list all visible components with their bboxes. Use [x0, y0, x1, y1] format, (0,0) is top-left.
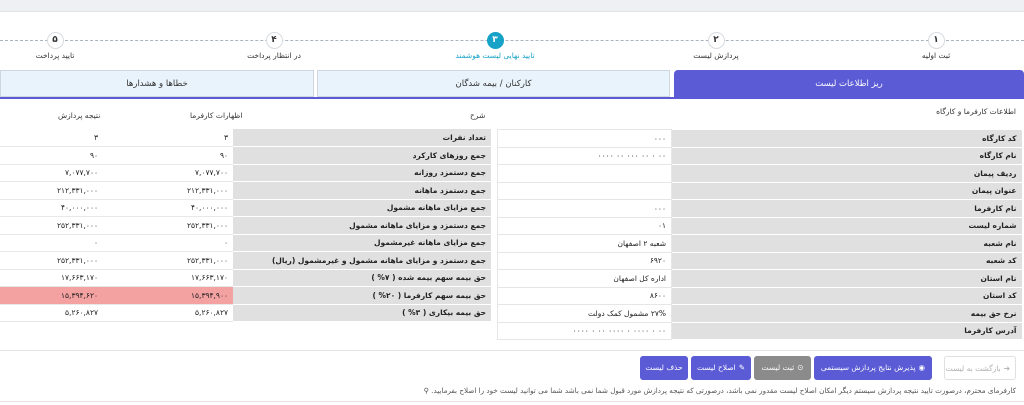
step-1 — [856, 32, 1016, 72]
info-row — [498, 287, 1022, 305]
declared-cell: ۲۵۲,۳۳۱,۰۰۰ — [103, 252, 233, 270]
progress-steps — [0, 22, 1024, 62]
edit-icon: ✎ — [738, 363, 746, 372]
info-row — [498, 270, 1022, 288]
info-value — [498, 182, 672, 200]
summary-row — [0, 129, 491, 147]
step-number: ۳ — [487, 32, 504, 49]
info-row — [498, 322, 1022, 340]
summary-row — [0, 199, 491, 217]
tab-bar — [0, 70, 1024, 97]
employer-info-table — [497, 129, 1022, 340]
info-value: ۸۶۰۰ — [498, 287, 672, 305]
info-value: ٠٠ ٠ ٠٠ ٠٠٠ ٠٠ ٠٠٠٠ — [498, 147, 672, 165]
result-cell: ۷,۰۷۷,۷۰۰ — [0, 164, 103, 182]
step-label: ثبت اولیه — [921, 51, 951, 60]
declared-cell: ۱۷,۶۶۳,۱۷۰ — [103, 269, 233, 287]
submit-list-button[interactable] — [754, 356, 811, 380]
list-summary-table — [0, 129, 491, 322]
location-pin-icon: ⚲ — [423, 386, 429, 395]
summary-key: جمع مزایای ماهانه مشمول — [233, 199, 491, 217]
bottom-divider — [0, 401, 1024, 402]
summary-key: تعداد نفرات — [233, 129, 491, 147]
declared-cell: ۲۱۲,۳۳۱,۰۰۰ — [103, 182, 233, 200]
step-number: ۵ — [47, 32, 64, 49]
info-row — [498, 182, 1022, 200]
step-number: ۴ — [266, 32, 283, 49]
step-3 — [415, 32, 575, 72]
tab-employees[interactable]: کارکنان / بیمه شدگان — [317, 70, 670, 97]
info-key: شماره لیست — [672, 217, 1022, 235]
info-value: ٠٠ ٠ ٠٠٠٠ ٠ ٠٠٠٠ ٠٠ ٠ ٠٠٠٠ — [498, 322, 672, 340]
check-icon: ⊙ — [797, 363, 804, 372]
summary-key: جمع روزهای کارکرد — [233, 147, 491, 165]
actions-divider — [0, 350, 1024, 351]
summary-row — [0, 182, 491, 200]
info-row — [498, 235, 1022, 253]
tab-underline — [0, 97, 1024, 99]
result-cell: ۹۰ — [0, 147, 103, 165]
info-key: کد کارگاه — [672, 130, 1022, 148]
summary-key: جمع مزایای ماهانه غیرمشمول — [233, 234, 491, 252]
step-label: تایید نهایی لیست هوشمند — [455, 51, 535, 60]
step-2 — [636, 32, 796, 72]
summary-row — [0, 147, 491, 165]
summary-row — [0, 234, 491, 252]
summary-row — [0, 252, 491, 270]
info-row — [498, 200, 1022, 218]
info-key: کد شعبه — [672, 252, 1022, 270]
desc-column-header: شرح — [470, 111, 486, 120]
summary-row — [0, 217, 491, 235]
result-cell: ۲۵۲,۳۳۱,۰۰۰ — [0, 252, 103, 270]
tab-list-details[interactable]: ریز اطلاعات لیست — [674, 70, 1024, 97]
step-label: پردازش لیست — [693, 51, 739, 60]
info-row — [498, 217, 1022, 235]
summary-key: حق بیمه سهم کارفرما ( ۲۰% ) — [233, 287, 491, 305]
summary-key: جمع دستمزد و مزایای ماهانه مشمول — [233, 217, 491, 235]
info-row — [498, 147, 1022, 165]
result-cell: ۲۱۲,۳۳۱,۰۰۰ — [0, 182, 103, 200]
info-value: ٠٠٠ — [498, 130, 672, 148]
result-cell: ۵,۲۶۰,۸۲۷ — [0, 304, 103, 322]
info-note — [424, 386, 1016, 395]
info-value: اداره کل اصفهان — [498, 270, 672, 288]
result-cell: ۴۰,۰۰۰,۰۰۰ — [0, 199, 103, 217]
result-cell: ۲۵۲,۳۳۱,۰۰۰ — [0, 217, 103, 235]
info-row — [498, 252, 1022, 270]
info-value: ۶۹۲۰ — [498, 252, 672, 270]
submit-label: ثبت لیست — [761, 363, 795, 372]
declared-cell: ۱۵,۳۹۴,۹۰۰ — [103, 287, 233, 305]
summary-key: جمع دستمزد و مزایای ماهانه مشمول و غیرمشمول (ریال) — [233, 252, 491, 270]
declared-cell: ۲۵۲,۳۳۱,۰۰۰ — [103, 217, 233, 235]
tab-errors-warnings[interactable]: خطاها و هشدارها — [0, 70, 314, 97]
info-key: نام شعبه — [672, 235, 1022, 253]
back-label: بازگشت به لیست — [945, 364, 1001, 373]
info-value: ٠٠٠ — [498, 200, 672, 218]
info-row — [498, 305, 1022, 323]
info-key: ردیف پیمان — [672, 165, 1022, 183]
edit-label: اصلاح لیست — [696, 363, 736, 372]
declared-cell: ۳ — [103, 129, 233, 147]
summary-row — [0, 304, 491, 322]
declared-cell: ۹۰ — [103, 147, 233, 165]
check-circle-icon: ◉ — [918, 363, 926, 372]
step-4 — [194, 32, 354, 72]
summary-row — [0, 287, 491, 305]
declared-cell: ۰ — [103, 234, 233, 252]
info-value: ۰۱ — [498, 217, 672, 235]
declared-cell: ۴۰,۰۰۰,۰۰۰ — [103, 199, 233, 217]
info-key: کد استان — [672, 287, 1022, 305]
result-cell: ۳ — [0, 129, 103, 147]
summary-key: حق بیمه بیکاری ( ۳% ) — [233, 304, 491, 322]
info-value: شعبه ۲ اصفهان — [498, 235, 672, 253]
info-value — [498, 165, 672, 183]
summary-key: جمع دستمزد ماهانه — [233, 182, 491, 200]
declared-cell: ۷,۰۷۷,۷۰۰ — [103, 164, 233, 182]
info-key: نام استان — [672, 270, 1022, 288]
edit-list-button[interactable] — [691, 356, 751, 380]
delete-list-button[interactable]: حذف لیست — [640, 356, 688, 380]
top-bar — [0, 0, 1024, 12]
accept-processing-button[interactable] — [814, 356, 932, 380]
arrow-back-icon: ➔ — [1003, 364, 1010, 373]
info-value: ۲۷% مشمول کمک دولت — [498, 305, 672, 323]
result-cell: ۱۷,۶۶۳,۱۷۰ — [0, 269, 103, 287]
info-row — [498, 165, 1022, 183]
step-5 — [0, 32, 135, 72]
info-key: نرخ حق بیمه — [672, 305, 1022, 323]
info-note-text: کارفرمای محترم، درصورت تایید نتیجه پردازش سیستم دیگر امکان اصلاح لیست مقدور نمی باشد، درصورتی که نتیجه پردازش مورد قبول شما نمی باشد شما می توانید لیست خود را اصلاح بفرمایید. — [431, 386, 1016, 395]
result-column-header: نتیجه پردازش — [58, 111, 101, 120]
info-key: نام کارگاه — [672, 147, 1022, 165]
accept-label: پذیرش نتایج پردازش سیستمی — [820, 363, 916, 372]
step-number: ۲ — [708, 32, 725, 49]
declared-cell: ۵,۲۶۰,۸۲۷ — [103, 304, 233, 322]
summary-key: جمع دستمزد روزانه — [233, 164, 491, 182]
info-key: نام کارفرما — [672, 200, 1022, 218]
result-cell: ۰ — [0, 234, 103, 252]
info-key: آدرس کارفرما — [672, 322, 1022, 340]
step-label: تایید پرداخت — [35, 51, 75, 60]
info-key: عنوان پیمان — [672, 182, 1022, 200]
summary-row — [0, 269, 491, 287]
info-row — [498, 130, 1022, 148]
summary-row — [0, 164, 491, 182]
result-cell: ۱۵,۳۹۴,۶۲۰ — [0, 287, 103, 305]
back-to-list-button[interactable] — [944, 356, 1016, 380]
step-number: ۱ — [928, 32, 945, 49]
summary-key: حق بیمه سهم بیمه شده ( ۷% ) — [233, 269, 491, 287]
employer-info-heading: اطلاعات کارفرما و کارگاه — [936, 107, 1016, 116]
declared-column-header: اظهارات کارفرما — [190, 111, 243, 120]
step-label: در انتظار پرداخت — [247, 51, 301, 60]
